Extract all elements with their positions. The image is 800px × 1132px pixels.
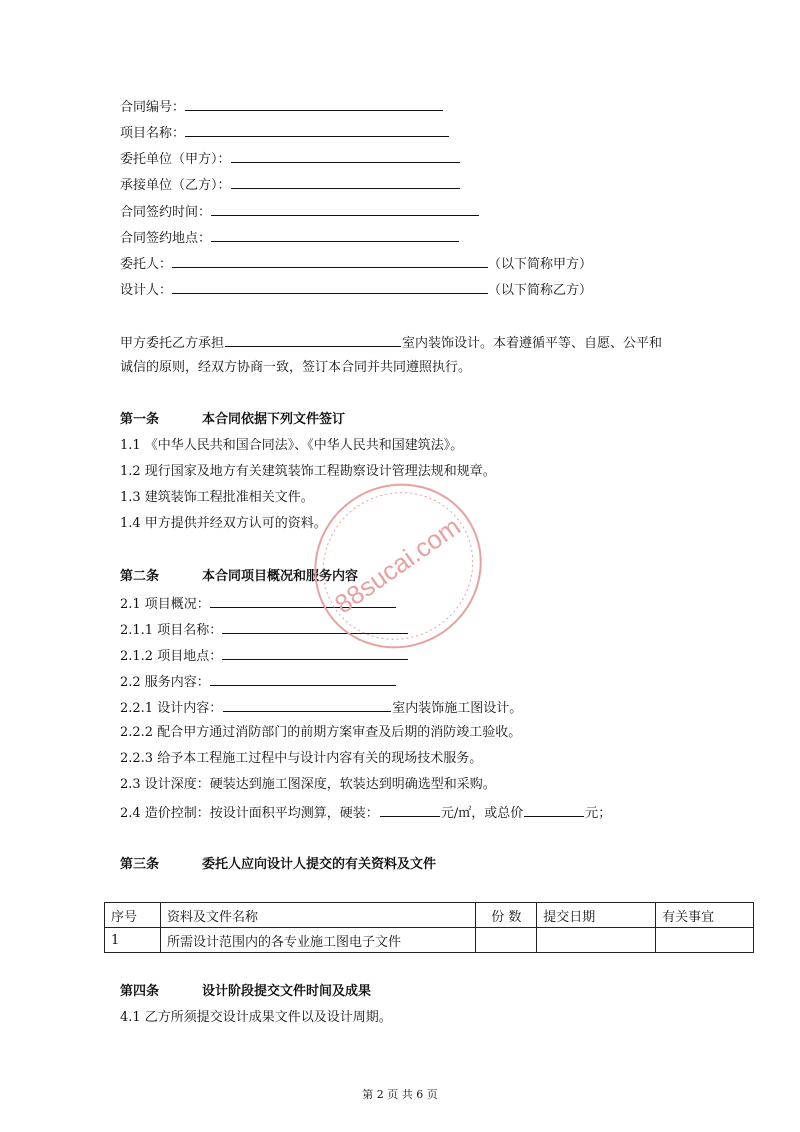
designer-field: 设计人： （以下简称乙方） [120, 283, 593, 298]
table-cell: 1 [105, 928, 161, 953]
service-content-blank[interactable] [210, 673, 396, 686]
project-name-field: 项目名称： [120, 124, 449, 142]
article-1-item: 1.3 建筑装饰工程批准相关文件。 [120, 490, 314, 505]
project-name-sub-field: 2.1.1 项目名称： [120, 621, 408, 639]
article-2-item: 2.2.2 配合甲方通过消防部门的前期方案审查及后期的消防竣工验收。 [120, 725, 522, 740]
contract-number-field: 合同编号： [120, 98, 443, 116]
client-blank[interactable] [172, 255, 488, 268]
sign-time-field: 合同签约时间： [120, 203, 479, 221]
contractor-unit-blank[interactable] [231, 176, 460, 189]
sign-time-blank[interactable] [211, 203, 479, 216]
table-row [105, 928, 754, 953]
design-content-blank[interactable] [223, 699, 391, 712]
table-header-row [105, 903, 754, 928]
page-footer: 第 2 页 共 6 页 [362, 1088, 438, 1101]
intro-line-1: 甲方委托乙方承担 室内装饰设计。本着遵循平等、自愿、公平和 [120, 336, 663, 351]
article-1-item: 1.2 现行国家及地方有关建筑装饰工程勘察设计管理法规和规章。 [120, 464, 496, 479]
sign-place-blank[interactable] [211, 229, 459, 242]
client-unit-field: 委托单位（甲方）： [120, 150, 460, 168]
table-header-cell: 资料及文件名称 [160, 903, 475, 928]
table-header-cell: 序号 [105, 903, 161, 928]
table-cell[interactable] [537, 928, 656, 953]
project-overview-field: 2.1 项目概况： [120, 595, 396, 613]
article-4-heading: 第四条 设计阶段提交文件时间及成果 [120, 984, 372, 999]
article-3-heading: 第三条 委托人应向设计人提交的有关资料及文件 [120, 857, 437, 872]
design-content-field: 2.2.1 设计内容： 室内装饰施工图设计。 [120, 701, 523, 716]
watermark-stamp [308, 476, 488, 656]
contractor-unit-field: 承接单位（乙方）： [120, 176, 460, 194]
article-4-item: 4.1 乙方所须提交设计成果文件以及设计周期。 [120, 1010, 392, 1025]
article-1-heading: 第一条 本合同依据下列文件签订 [120, 412, 346, 427]
table-header-cell: 份 数 [476, 903, 537, 928]
table-header-cell: 提交日期 [537, 903, 656, 928]
client-unit-blank[interactable] [231, 150, 460, 163]
watermark-text: 88sucai.com [329, 511, 466, 620]
intro-line-2: 诚信的原则，经双方协商一致，签订本合同并共同遵照执行。 [120, 360, 472, 375]
article-2-item: 2.2.3 给予本工程施工过程中与设计内容有关的现场技术服务。 [120, 751, 483, 766]
cost-control-field: 2.4 造价控制：按设计面积平均测算，硬装： 元/㎡，或总价 元； [120, 806, 612, 821]
documents-table [104, 902, 754, 953]
project-name-blank[interactable] [185, 124, 449, 137]
article-1-item: 1.4 甲方提供并经双方认可的资料。 [120, 516, 327, 531]
project-location-field: 2.1.2 项目地点： [120, 647, 408, 665]
contract-number-blank[interactable] [185, 98, 443, 111]
intro-blank[interactable] [225, 334, 401, 347]
table-header-cell: 有关事宜 [656, 903, 754, 928]
sign-place-field: 合同签约地点： [120, 229, 459, 247]
client-field: 委托人： （以下简称甲方） [120, 257, 593, 272]
article-2-item: 2.3 设计深度：硬装达到施工图深度，软装达到明确选型和采购。 [120, 777, 496, 792]
table-cell[interactable] [476, 928, 537, 953]
article-2-heading: 第二条 本合同项目概况和服务内容 [120, 569, 359, 584]
table-cell: 所需设计范围内的各专业施工图电子文件 [160, 928, 475, 953]
unit-price-blank[interactable] [380, 804, 440, 817]
service-content-field: 2.2 服务内容： [120, 673, 396, 691]
table-cell[interactable] [656, 928, 754, 953]
article-1-item: 1.1 《中华人民共和国合同法》、《中华人民共和国建筑法》。 [120, 438, 464, 453]
total-price-blank[interactable] [524, 804, 584, 817]
designer-blank[interactable] [172, 281, 488, 294]
